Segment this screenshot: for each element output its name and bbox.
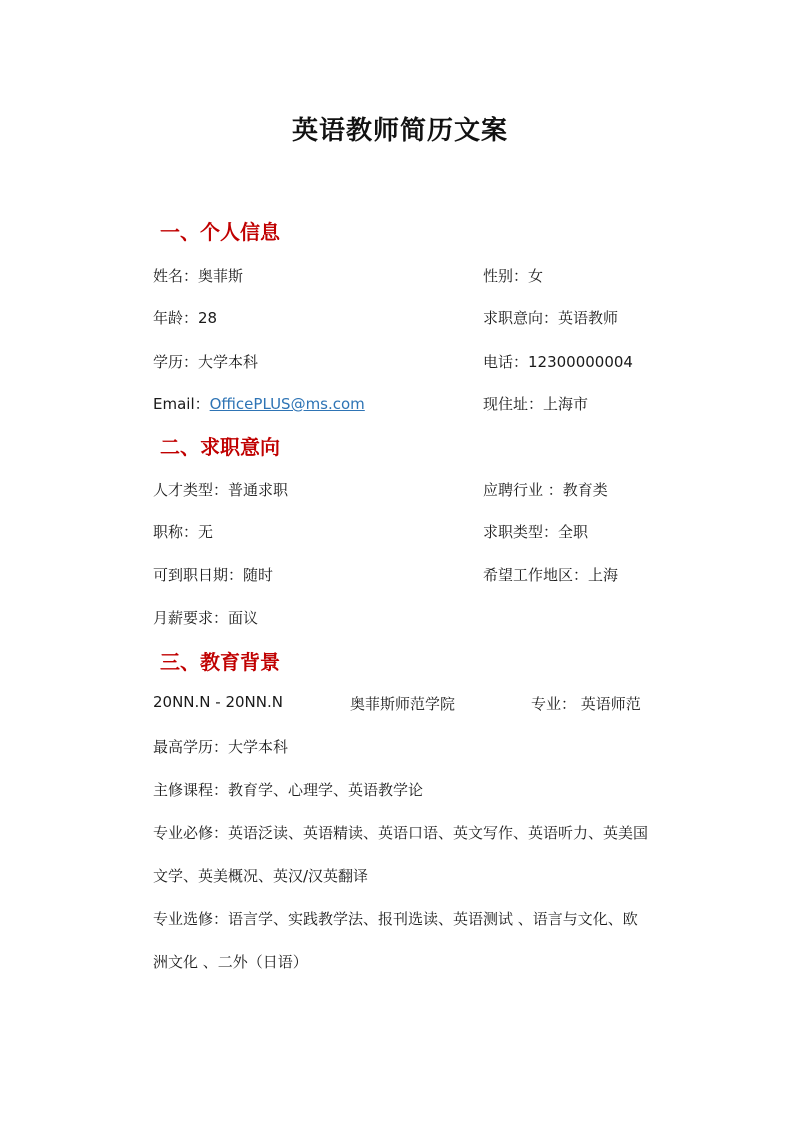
required-courses-line-1: 专业必修：英语泛读、英语精读、英语口语、英文写作、英语听力、英美国	[153, 824, 649, 842]
job-intent-field: 求职意向：英语教师	[483, 309, 619, 327]
region-field: 希望工作地区：上海	[483, 566, 619, 584]
highest-degree-field: 最高学历：大学本科	[153, 738, 289, 756]
name-field: 姓名：奥菲斯	[153, 267, 244, 285]
age-field: 年龄：28	[153, 309, 218, 327]
title-rank-field: 职称：无	[153, 523, 214, 541]
email-field	[153, 393, 365, 414]
email-link[interactable]: OfficePLUS@ms.com	[209, 395, 365, 413]
talent-type-field: 人才类型：普通求职	[153, 481, 289, 499]
degree-field: 学历：大学本科	[153, 353, 259, 371]
main-courses-field: 主修课程：教育学、心理学、英语教学论	[153, 781, 424, 799]
job-type-field: 求职类型：全职	[483, 523, 589, 541]
salary-field: 月薪要求：面议	[153, 609, 259, 627]
available-date-field: 可到职日期：随时	[153, 566, 274, 584]
elective-courses-line-1: 专业选修：语言学、实践教学法、报刊选读、英语测试 、语言与文化、欧	[153, 910, 638, 928]
education-period: 20NN.N - 20NN.N	[153, 693, 283, 711]
phone-field: 电话：12300000004	[483, 353, 633, 371]
address-field: 现住址：上海市	[483, 395, 589, 413]
elective-courses-line-2: 洲文化 、二外（日语）	[153, 953, 308, 971]
section-heading-education: 三、教育背景	[160, 650, 280, 674]
gender-field: 性别：女	[483, 267, 544, 285]
section-heading-intent: 二、求职意向	[160, 435, 280, 459]
education-school: 奥菲斯师范学院	[350, 695, 456, 713]
document-title: 英语教师简历文案	[291, 116, 508, 146]
section-heading-personal: 一、个人信息	[160, 220, 280, 244]
education-major: 专业： 英语师范	[531, 695, 641, 713]
required-courses-line-2: 文学、英美概况、英汉/汉英翻译	[153, 867, 369, 885]
email-label: Email：	[153, 395, 210, 413]
industry-field: 应聘行业 ：教育类	[483, 481, 608, 499]
